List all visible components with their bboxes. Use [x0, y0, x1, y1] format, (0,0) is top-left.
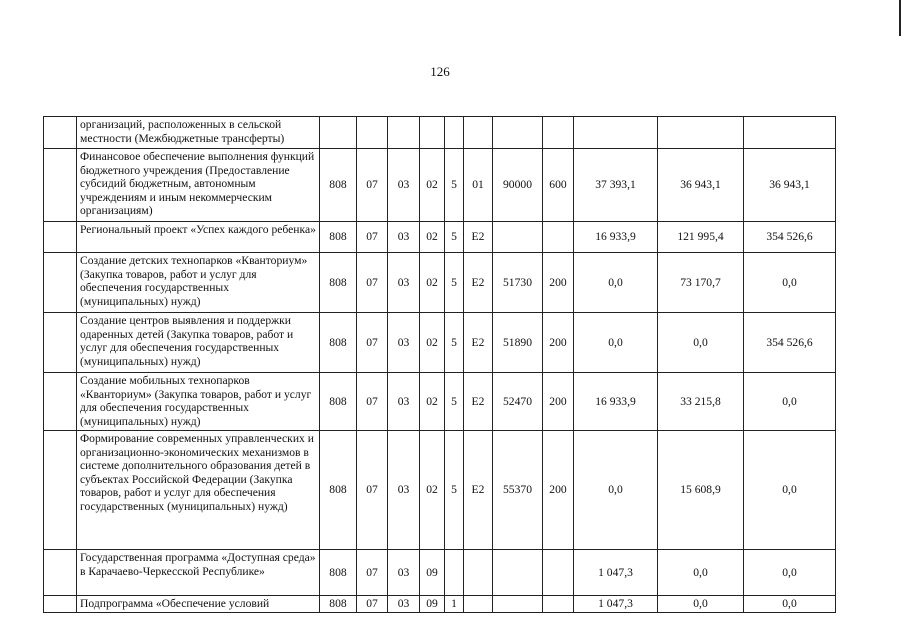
table-row	[44, 253, 836, 313]
table-row	[44, 313, 836, 373]
blank-cell	[44, 596, 77, 613]
code-cell: 808	[320, 222, 357, 253]
value-cell: 0,0	[658, 596, 744, 613]
code-cell	[464, 596, 493, 613]
code-cell: 5	[445, 253, 464, 313]
value-cell: 37 393,1	[574, 149, 658, 222]
code-cell: 01	[464, 149, 493, 222]
code-cell	[543, 596, 574, 613]
code-cell	[357, 117, 388, 149]
value-cell: 16 933,9	[574, 373, 658, 431]
code-cell: 5	[445, 373, 464, 431]
page-number: 126	[430, 64, 450, 79]
code-cell	[445, 550, 464, 596]
value-cell: 1 047,3	[574, 596, 658, 613]
table-row	[44, 117, 836, 149]
value-cell: 36 943,1	[658, 149, 744, 222]
value-cell: 0,0	[658, 550, 744, 596]
value-cell	[744, 117, 836, 149]
blank-cell	[44, 222, 77, 253]
blank-cell	[44, 117, 77, 149]
table-row	[44, 373, 836, 431]
code-cell	[543, 550, 574, 596]
code-cell	[493, 596, 543, 613]
blank-cell	[44, 253, 77, 313]
value-cell: 0,0	[744, 253, 836, 313]
code-cell: 02	[420, 253, 445, 313]
code-cell: 07	[357, 313, 388, 373]
code-cell: 03	[388, 313, 420, 373]
row-name: Финансовое обеспечение выполнения функций бюджетного учреждения (Предоставление субсидий бюджетным, автономным учреждениям и иным некоммерческим организациям)	[77, 149, 320, 222]
code-cell: 808	[320, 313, 357, 373]
value-cell: 33 215,8	[658, 373, 744, 431]
value-cell: 354 526,6	[744, 222, 836, 253]
code-cell	[493, 550, 543, 596]
code-cell: 07	[357, 149, 388, 222]
row-name: Региональный проект «Успех каждого ребенка»	[77, 222, 320, 253]
code-cell	[420, 117, 445, 149]
code-cell: 09	[420, 550, 445, 596]
code-cell	[493, 222, 543, 253]
code-cell: 07	[357, 550, 388, 596]
code-cell: 03	[388, 149, 420, 222]
code-cell: 03	[388, 550, 420, 596]
value-cell: 0,0	[658, 313, 744, 373]
table-row	[44, 431, 836, 550]
value-cell: 16 933,9	[574, 222, 658, 253]
code-cell: 02	[420, 222, 445, 253]
code-cell: 52470	[493, 373, 543, 431]
code-cell: 51730	[493, 253, 543, 313]
code-cell: 808	[320, 373, 357, 431]
code-cell: 07	[357, 253, 388, 313]
code-cell	[543, 117, 574, 149]
row-name: организаций, расположенных в сельской местности (Межбюджетные трансферты)	[77, 117, 320, 149]
code-cell: 07	[357, 222, 388, 253]
blank-cell	[44, 431, 77, 550]
row-name: Подпрограмма «Обеспечение условий	[77, 596, 320, 613]
code-cell: 808	[320, 431, 357, 550]
blank-cell	[44, 149, 77, 222]
code-cell: 600	[543, 149, 574, 222]
page-edge-line	[899, 0, 901, 36]
code-cell: 03	[388, 253, 420, 313]
code-cell: 02	[420, 149, 445, 222]
value-cell: 121 995,4	[658, 222, 744, 253]
row-name: Создание детских технопарков «Кванториум» (Закупка товаров, работ и услуг для обеспечения государственных (муниципальных) нужд)	[77, 253, 320, 313]
code-cell	[445, 117, 464, 149]
code-cell: 51890	[493, 313, 543, 373]
table-row	[44, 550, 836, 596]
value-cell	[574, 117, 658, 149]
code-cell: 09	[420, 596, 445, 613]
table-row	[44, 596, 836, 613]
code-cell: 55370	[493, 431, 543, 550]
code-cell: 808	[320, 596, 357, 613]
value-cell: 0,0	[744, 431, 836, 550]
code-cell: E2	[464, 373, 493, 431]
value-cell: 36 943,1	[744, 149, 836, 222]
code-cell: 808	[320, 149, 357, 222]
code-cell: 07	[357, 431, 388, 550]
code-cell: 90000	[493, 149, 543, 222]
code-cell: 03	[388, 222, 420, 253]
blank-cell	[44, 550, 77, 596]
code-cell: 200	[543, 373, 574, 431]
code-cell	[543, 222, 574, 253]
code-cell	[320, 117, 357, 149]
value-cell: 0,0	[574, 253, 658, 313]
code-cell	[464, 117, 493, 149]
row-name: Формирование современных управленческих и организационно-экономических механизмов в системе дополнительного образования детей в субъектах Российской Федерации (Закупка товаров, работ и услуг для обеспечения государственных (муниципальных) нужд)	[77, 431, 320, 550]
code-cell: E2	[464, 253, 493, 313]
blank-cell	[44, 373, 77, 431]
value-cell: 0,0	[744, 550, 836, 596]
code-cell: E2	[464, 313, 493, 373]
code-cell: 5	[445, 431, 464, 550]
code-cell: 1	[445, 596, 464, 613]
row-name: Создание мобильных технопарков «Кванториум» (Закупка товаров, работ и услуг для обеспечения государственных (муниципальных) нужд)	[77, 373, 320, 431]
code-cell	[493, 117, 543, 149]
value-cell: 0,0	[744, 373, 836, 431]
code-cell: 200	[543, 431, 574, 550]
code-cell: 5	[445, 222, 464, 253]
code-cell: 5	[445, 313, 464, 373]
row-name: Государственная программа «Доступная среда» в Карачаево-Черкесской Республике»	[77, 550, 320, 596]
code-cell: 808	[320, 550, 357, 596]
value-cell: 0,0	[574, 313, 658, 373]
code-cell: E2	[464, 431, 493, 550]
value-cell: 354 526,6	[744, 313, 836, 373]
code-cell: 200	[543, 253, 574, 313]
code-cell: 03	[388, 431, 420, 550]
code-cell: 808	[320, 253, 357, 313]
value-cell: 0,0	[744, 596, 836, 613]
code-cell	[464, 550, 493, 596]
code-cell	[388, 117, 420, 149]
code-cell: 02	[420, 373, 445, 431]
table-row	[44, 149, 836, 222]
table-row	[44, 222, 836, 253]
value-cell: 15 608,9	[658, 431, 744, 550]
code-cell: 02	[420, 431, 445, 550]
value-cell: 1 047,3	[574, 550, 658, 596]
row-name: Создание центров выявления и поддержки одаренных детей (Закупка товаров, работ и услуг для обеспечения государственных (муниципальных) нужд)	[77, 313, 320, 373]
code-cell: 03	[388, 596, 420, 613]
value-cell: 73 170,7	[658, 253, 744, 313]
code-cell: E2	[464, 222, 493, 253]
code-cell: 200	[543, 313, 574, 373]
code-cell: 07	[357, 596, 388, 613]
value-cell: 0,0	[574, 431, 658, 550]
code-cell: 5	[445, 149, 464, 222]
value-cell	[658, 117, 744, 149]
code-cell: 07	[357, 373, 388, 431]
budget-table	[43, 116, 836, 613]
code-cell: 02	[420, 313, 445, 373]
code-cell: 03	[388, 373, 420, 431]
blank-cell	[44, 313, 77, 373]
